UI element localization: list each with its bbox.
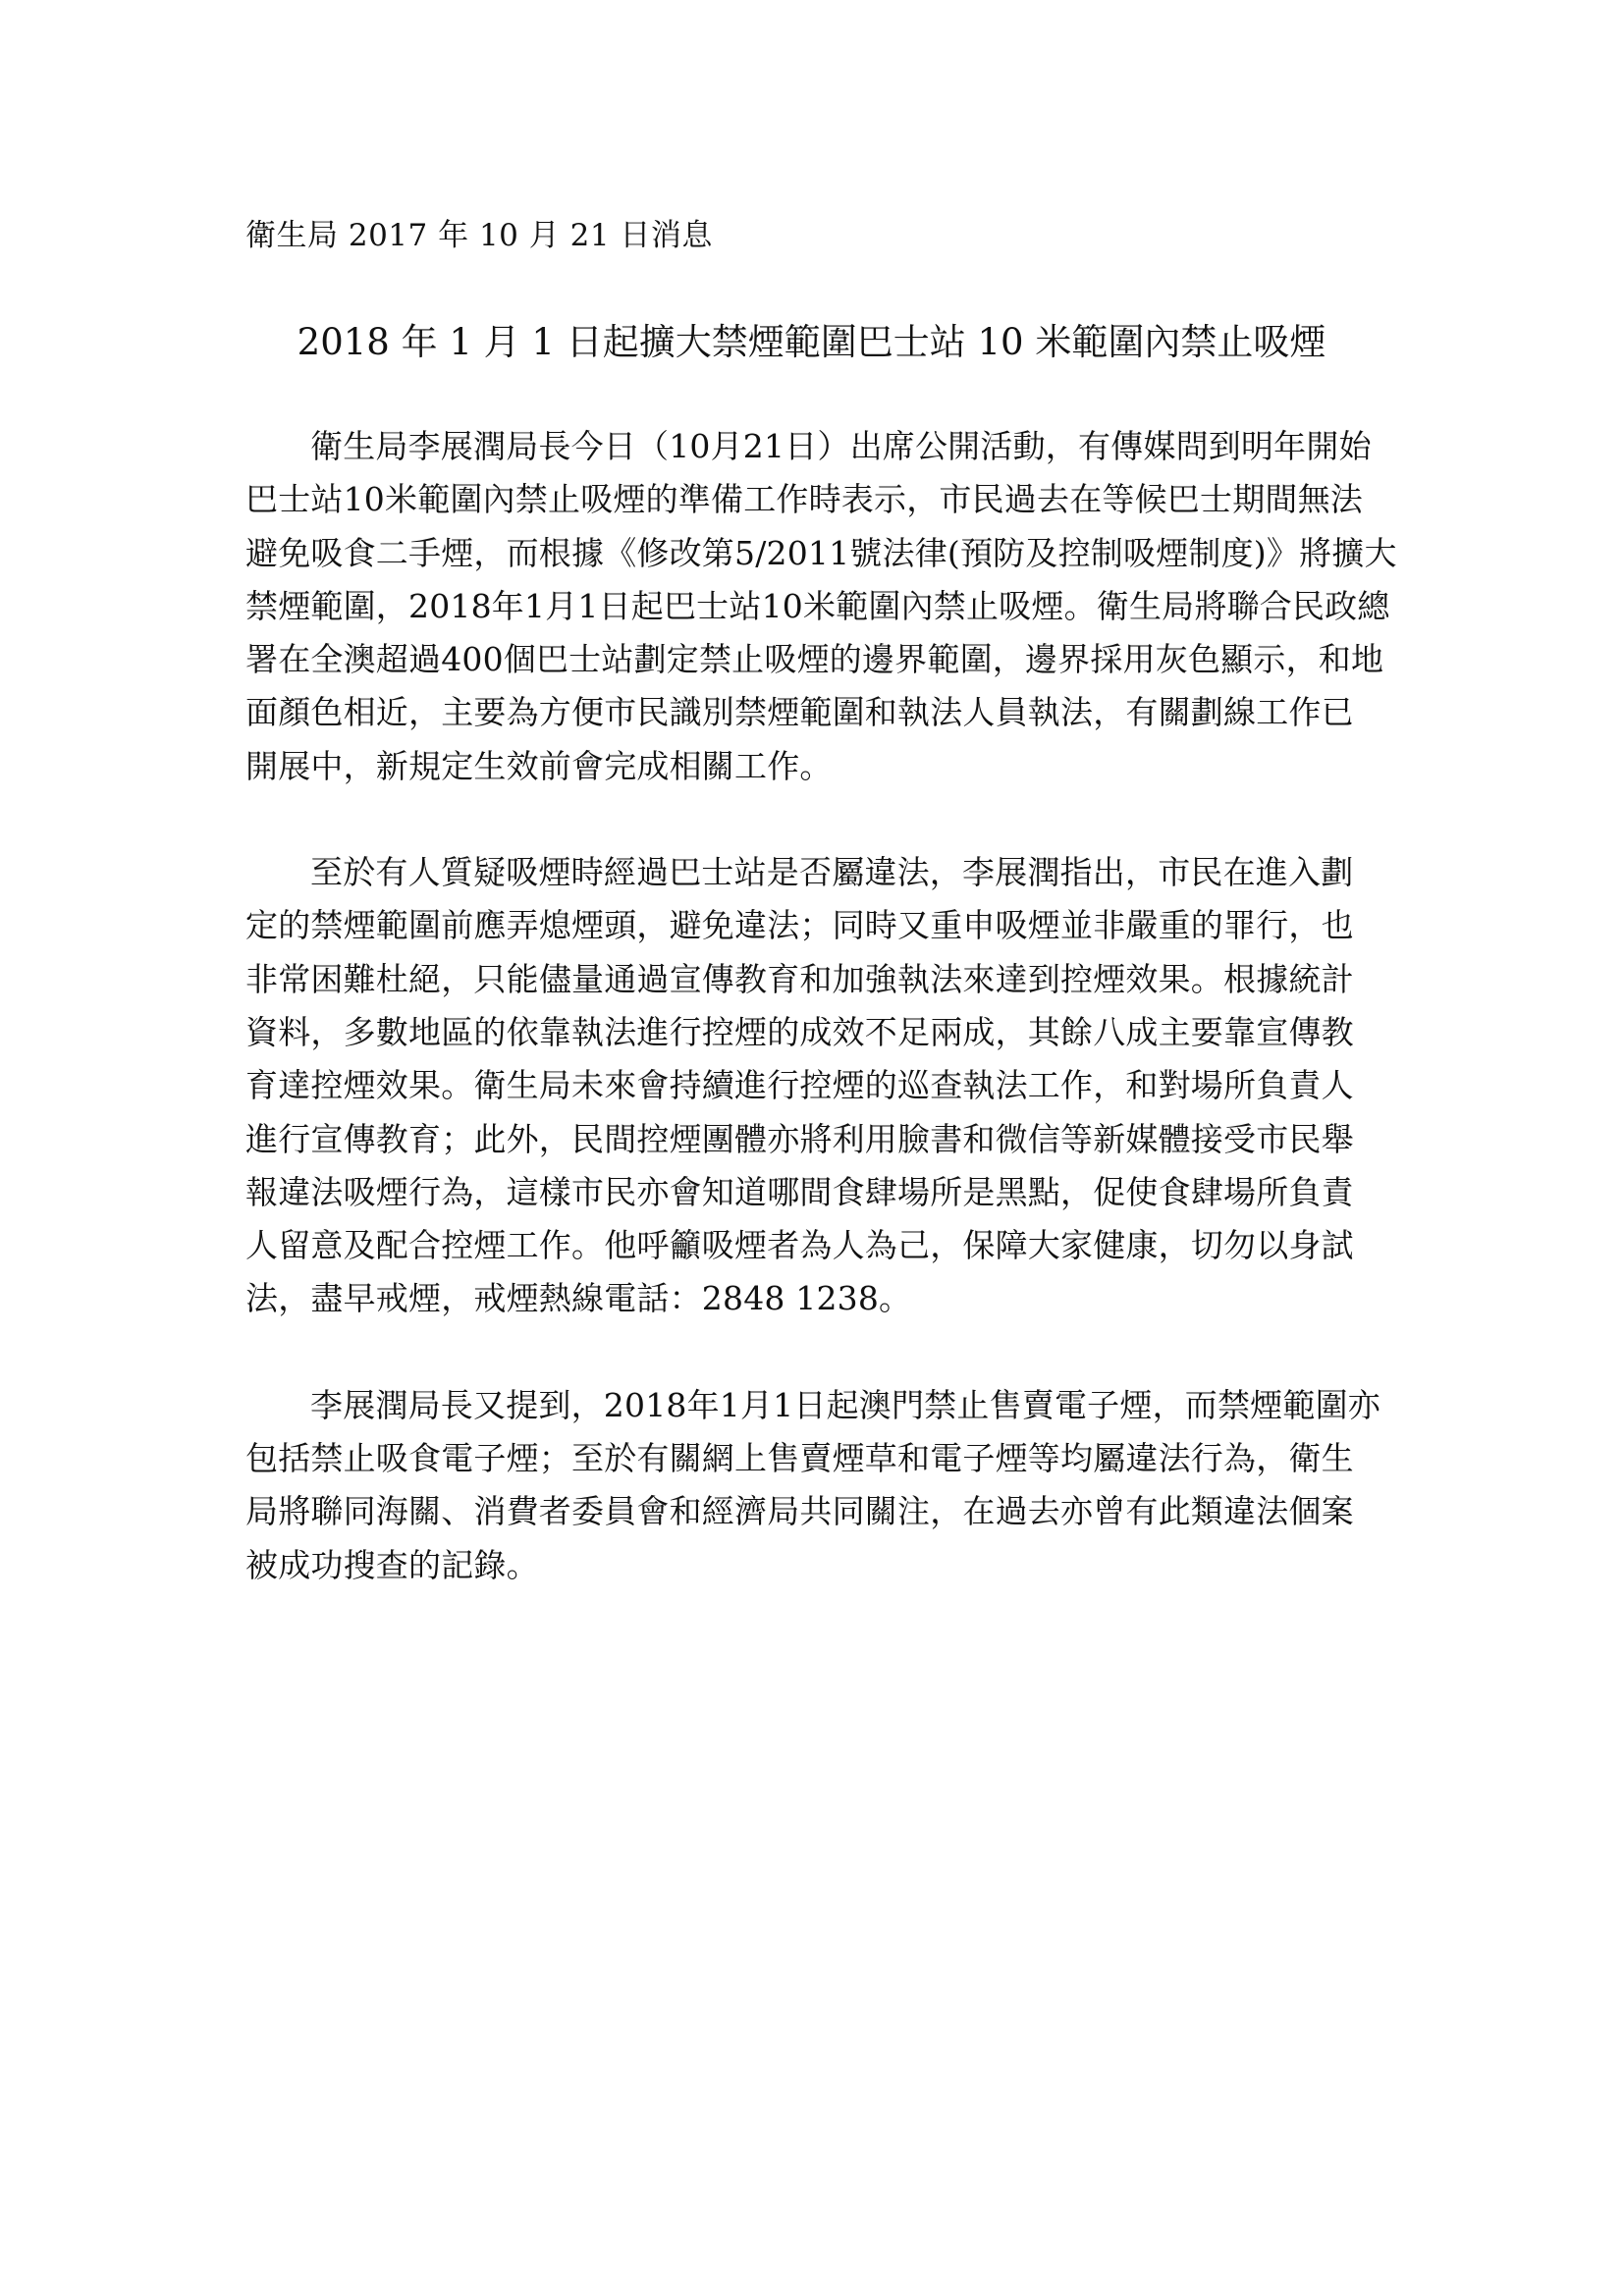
paragraph-line: 巴士站10米範圍內禁止吸煙的準備工作時表示，市民過去在等候巴士期間無法: [245, 480, 1363, 519]
paragraph-2: [245, 846, 1375, 1326]
paragraph-line: 局將聯同海關、消費者委員會和經濟局共同關注，在過去亦曾有此類違法個案: [245, 1492, 1354, 1531]
paragraph-line: 進行宣傳教育；此外，民間控煙團體亦將利用臉書和微信等新媒體接受市民舉: [245, 1119, 1354, 1158]
paragraph-line: 李展潤局長又提到，2018年1月1日起澳門禁止售賣電子煙，而禁煙範圍亦: [310, 1385, 1380, 1424]
paragraph-1: [245, 420, 1397, 793]
article-body: [245, 420, 1397, 1645]
paragraph-line: 避免吸食二手煙，而根據《修改第5/2011號法律(預防及控制吸煙制度)》將擴大: [245, 533, 1397, 572]
paragraph-line: 資料，多數地區的依靠執法進行控煙的成效不足兩成，其餘八成主要靠宣傳教: [245, 1012, 1354, 1051]
paragraph-line: 定的禁煙範圍前應弄熄煙頭，避免違法；同時又重申吸煙並非嚴重的罪行，也: [245, 906, 1354, 945]
paragraph-line: 包括禁止吸食電子煙；至於有關網上售賣煙草和電子煙等均屬違法行為，衛生: [245, 1439, 1354, 1478]
paragraph-line: 衛生局李展潤局長今日（10月21日）出席公開活動，有傳媒問到明年開始: [310, 427, 1372, 465]
paragraph-line: 禁煙範圍，2018年1月1日起巴士站10米範圍內禁止吸煙。衛生局將聯合民政總: [245, 586, 1390, 625]
dateline: 衛生局 2017 年 10 月 21 日消息: [245, 218, 713, 253]
paragraph-line: 報違法吸煙行為，這樣市民亦會知道哪間食肆場所是黑點，促使食肆場所負責: [245, 1172, 1354, 1211]
paragraph-line: 非常困難杜絕，只能儘量通過宣傳教育和加強執法來達到控煙效果。根據統計: [245, 959, 1354, 998]
paragraph-line: 至於有人質疑吸煙時經過巴士站是否屬違法，李展潤指出，市民在進入劃: [310, 853, 1354, 892]
paragraph-line: 面顏色相近，主要為方便市民識別禁煙範圍和執法人員執法，有關劃線工作已: [245, 693, 1354, 732]
paragraph-3: [245, 1379, 1380, 1592]
paragraph-line: 開展中，新規定生效前會完成相關工作。: [245, 746, 833, 785]
paragraph-line: 法，盡早戒煙，戒煙熱線電話：2848 1238。: [245, 1279, 912, 1318]
paragraph-line: 被成功搜查的記錄。: [245, 1545, 539, 1584]
paragraph-line: 人留意及配合控煙工作。他呼籲吸煙者為人為己，保障大家健康，切勿以身試: [245, 1226, 1354, 1265]
article-title: 2018 年 1 月 1 日起擴大禁煙範圍巴士站 10 米範圍內禁止吸煙: [297, 321, 1326, 363]
paragraph-line: 署在全澳超過400個巴士站劃定禁止吸煙的邊界範圍，邊界採用灰色顯示，和地: [245, 640, 1384, 679]
paragraph-line: 育達控煙效果。衛生局未來會持續進行控煙的巡查執法工作，和對場所負責人: [245, 1066, 1354, 1105]
